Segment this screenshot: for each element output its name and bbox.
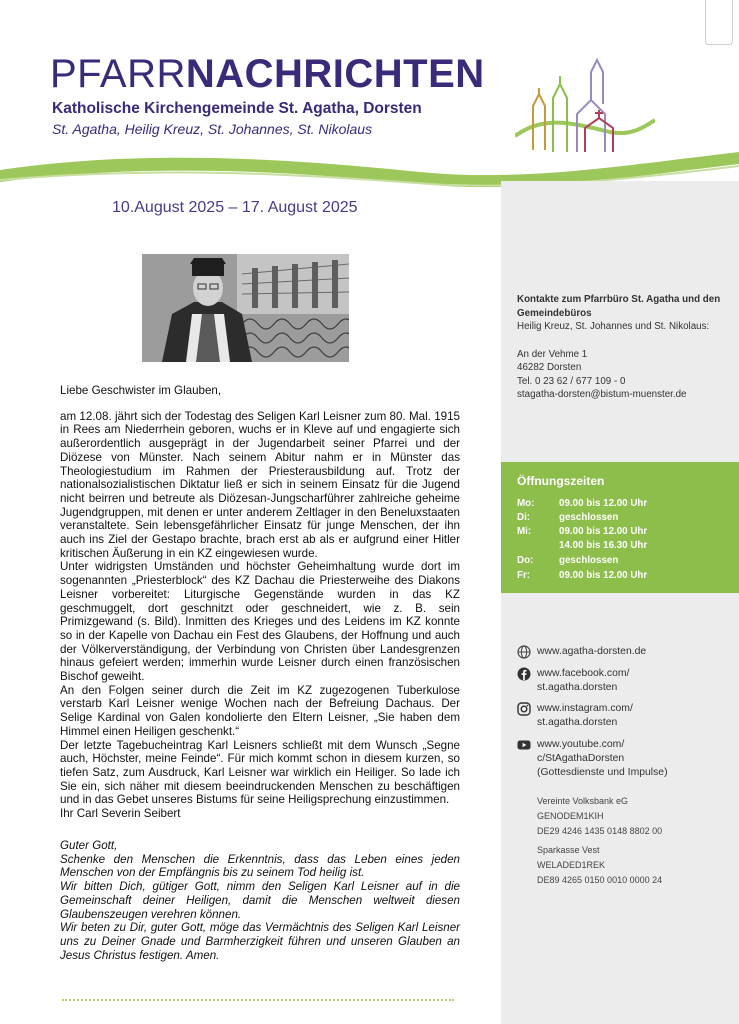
hours-row bbox=[517, 512, 618, 523]
prayer-line: Wir beten zu Dir, guter Gott, möge das Vermächtnis des Seligen Karl Leisner uns zu Deiner Gnade und Barmherzigkeit führen und unseren Glauben an Jesus Christus festigen. Amen. bbox=[60, 921, 460, 962]
address-city: 46282 Dorsten bbox=[517, 362, 582, 373]
facebook-link-2[interactable]: st.agatha.dorsten bbox=[537, 682, 618, 693]
date-range: 10.August 2025 – 17. August 2025 bbox=[112, 199, 358, 216]
masthead-title bbox=[50, 52, 485, 96]
youtube-link-1[interactable]: www.youtube.com/ bbox=[537, 739, 625, 750]
letter-paragraph: Der letzte Tagebucheintrag Karl Leisners schließt mit dem Wunsch „Segne auch, Höchster, meine Feinde“. Für mich kommt schon in diesem kurzen, so tiefen Satz, zum Ausdruck, Karl Leisner war wirklich ein Heiliger. So lade ich Sie ein, sich näher mit diesem beeindruckenden Menschen zu beschäftigen und in das Gebet unseres Bistums für seine Heiligsprechung einzustimmen. bbox=[60, 738, 460, 807]
contacts-heading: Kontakte zum Pfarrbüro St. Agatha und den Gemeindebüros bbox=[517, 294, 721, 319]
hours-row bbox=[517, 526, 647, 537]
title-bold: NACHRICHTEN bbox=[185, 52, 485, 96]
bank-bic: WELADED1REK bbox=[537, 860, 606, 870]
masthead-parishes: St. Agatha, Heilig Kreuz, St. Johannes, St. Nikolaus bbox=[52, 121, 373, 137]
phone-number: Tel. 0 23 62 / 677 109 - 0 bbox=[517, 375, 626, 387]
hours-row bbox=[517, 540, 647, 551]
social-youtube[interactable] bbox=[517, 738, 732, 782]
prayer bbox=[60, 839, 460, 962]
bank-iban: DE89 4265 0150 0010 0000 24 bbox=[537, 875, 663, 885]
hours-day: Mo: bbox=[517, 498, 535, 509]
globe-icon bbox=[517, 645, 531, 659]
hours-time: geschlossen bbox=[559, 555, 619, 566]
social-web[interactable] bbox=[517, 645, 732, 661]
hours-time: 09.00 bis 12.00 Uhr bbox=[559, 526, 648, 537]
instagram-link-2[interactable]: st.agatha.dorsten bbox=[537, 717, 618, 728]
facebook-icon bbox=[517, 667, 531, 681]
bank-account bbox=[537, 794, 727, 839]
bank-iban: DE29 4246 1435 0148 8802 00 bbox=[537, 826, 663, 836]
masthead-subtitle: Katholische Kirchengemeinde St. Agatha, Dorsten bbox=[52, 100, 422, 117]
hours-time: geschlossen bbox=[559, 512, 619, 523]
social-instagram[interactable] bbox=[517, 702, 732, 732]
prayer-line: Schenke den Menschen die Erkenntnis, dass das Leben eines jeden Menschen von der Empfängnis bis zu seinem Tod heilig ist. bbox=[60, 852, 460, 880]
prayer-line: Wir bitten Dich, gütiger Gott, nimm den Seligen Karl Leisner auf in die Gemeinschaft deiner Heiligen, damit die Menschen weltweit diesen Glaubenszeugen verehren können. bbox=[60, 880, 460, 921]
hours-day: Fr: bbox=[517, 570, 531, 581]
letter-paragraph: Unter widrigsten Umständen und höchster Geheimhaltung wurde dort im sogenannten „Priesterblock“ des KZ Dachau die Priesterweihe des Diakons Leisner vorbereitet: Liturgische Gegenstände wurden in das KZ geschmuggelt, dort geschnitzt oder geschneidert, wie z. B. sein Primizgewand (s. Bild). Inmitten des Krieges und des Leidens im KZ konnte so in der Kapelle von Dachau ein Fest des Glaubens, der Hoffnung und auch der Völkerverständigung, der Verbindung von Christen über Landesgrenzen hinaus gefeiert werden; immerhin wurde Leisner durch einen französischen Bischof geweiht. bbox=[60, 560, 460, 684]
contacts-heading-rest: Heilig Kreuz, St. Johannes und St. Nikolaus: bbox=[517, 321, 710, 332]
opening-hours-box bbox=[501, 462, 739, 593]
youtube-icon bbox=[517, 738, 531, 752]
churches-illustration-icon bbox=[515, 54, 655, 164]
letter-greeting: Liebe Geschwister im Glauben, bbox=[60, 384, 222, 397]
facebook-link-1[interactable]: www.facebook.com/ bbox=[537, 668, 630, 679]
instagram-icon bbox=[517, 702, 531, 716]
prayer-line: Guter Gott, bbox=[60, 839, 118, 852]
bank-account bbox=[537, 843, 727, 888]
bank-bic: GENODEM1KIH bbox=[537, 811, 604, 821]
dotted-divider bbox=[62, 999, 454, 1001]
bank-name: Sparkasse Vest bbox=[537, 845, 600, 855]
hours-time: 14.00 bis 16.30 Uhr bbox=[559, 540, 648, 551]
masthead bbox=[0, 0, 739, 200]
email-address[interactable]: stagatha-dorsten@bistum-muenster.de bbox=[517, 389, 687, 400]
web-link[interactable]: www.agatha-dorsten.de bbox=[537, 646, 647, 657]
hours-time: 09.00 bis 12.00 Uhr bbox=[559, 498, 648, 509]
letter-signature: Ihr Carl Severin Seibert bbox=[60, 807, 181, 821]
hours-row bbox=[517, 570, 647, 581]
youtube-link-3: (Gottesdienste und Impulse) bbox=[537, 767, 668, 778]
letter-paragraph: An den Folgen seiner durch die Zeit im KZ zugezogenen Tuberkulose verstarb Karl Leisner wenige Wochen nach der Befreiung Dachaus. Der Selige Kardinal von Galen kondolierte den Eltern Leisner, „Sie haben dem Himmel einen Heiligen geschenkt.“ bbox=[60, 683, 460, 738]
hours-day: Do: bbox=[517, 555, 534, 566]
letter-paragraph: am 12.08. jährt sich der Todestag des Seligen Karl Leisner zum 80. Mal. 1915 in Rees am Niederrhein geboren, wuchs er in Kleve auf und engagierte sich außerordentlich ausgeprägt in der Jugendarbeit seiner Pfarrei und der Diözese von Münster. Nach seinem Abitur nahm er in Münster das Theologiestudium im Rahmen der Priesterausbildung auf. Trotz der nationalsozialistischen Diktatur ließ er sich in seinem Einsatz für die Jugend nicht beirren und betreute als Diözesan-Jungscharführer zahlreiche geheime Jugendgruppen, mit denen er unter anderem Zeltlager in den Beneluxstaaten veranstaltete. Sein lebensgefährlicher Einsatz für junge Menschen, der ihn auch ins Ziel der Gestapo brachte, brach erst ab als er aufgrund einer Hitler kritischen Äußerung in ein KZ eingewiesen wurde. bbox=[60, 409, 460, 560]
hours-time: 09.00 bis 12.00 Uhr bbox=[559, 570, 648, 581]
hours-row bbox=[517, 498, 647, 509]
instagram-link-1[interactable]: www.instagram.com/ bbox=[537, 703, 633, 714]
hours-row bbox=[517, 555, 618, 566]
bank-name: Vereinte Volksbank eG bbox=[537, 796, 629, 806]
photo-illustration-icon bbox=[142, 254, 349, 362]
social-facebook[interactable] bbox=[517, 667, 732, 697]
hours-day: Mi: bbox=[517, 526, 532, 537]
address-street: An der Vehme 1 bbox=[517, 348, 588, 360]
contacts-block bbox=[517, 293, 732, 402]
karl-leisner-photo bbox=[142, 254, 349, 362]
letter-body bbox=[60, 384, 460, 821]
title-light: PFARR bbox=[50, 52, 186, 96]
hours-day: Di: bbox=[517, 512, 531, 523]
opening-hours-title: Öffnungszeiten bbox=[517, 474, 605, 488]
youtube-link-2[interactable]: c/StAgathaDorsten bbox=[537, 753, 625, 764]
